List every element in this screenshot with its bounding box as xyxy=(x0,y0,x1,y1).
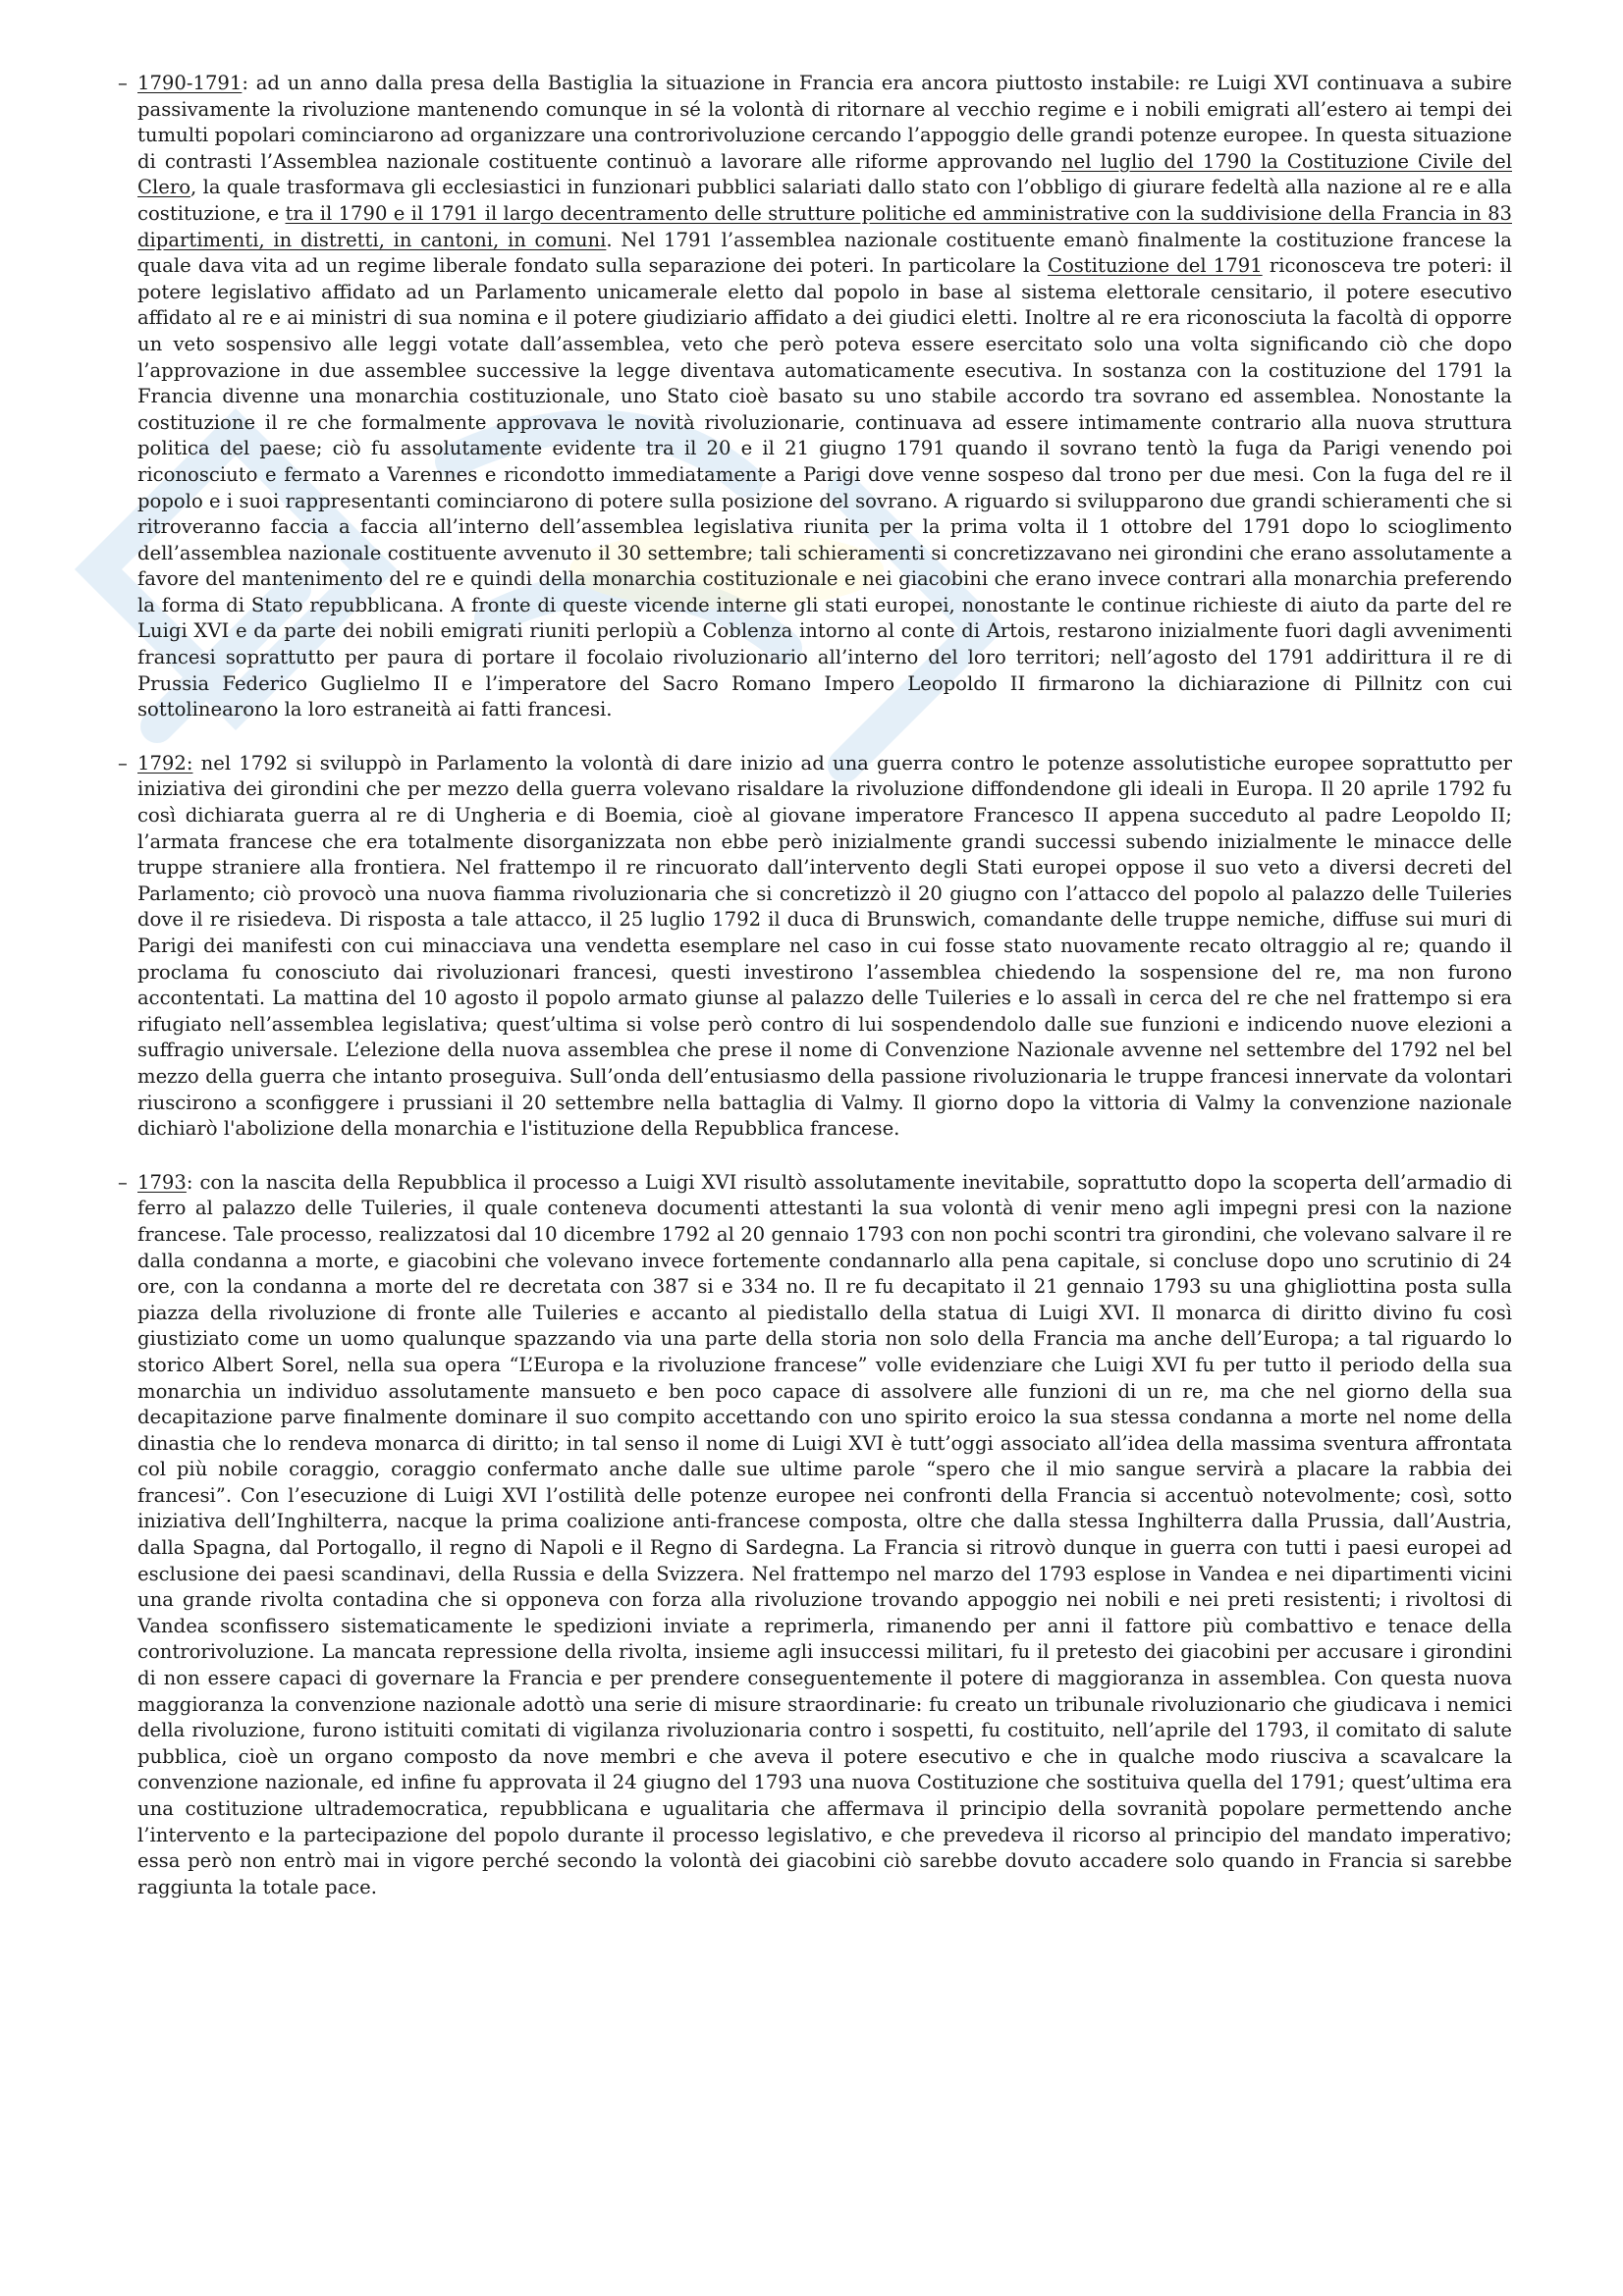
list-dash: – xyxy=(118,751,128,774)
paragraph-text: nel 1792 si sviluppò in Parlamento la volontà di dare inizio ad una guerra contro le potenze assolutistiche europee soprattutto per iniziativa dei girondini che per mezzo della guerra volevano risaldare la rivoluzione diffondendone gli ideali in Europa. Il 20 aprile 1792 fu così dichiarata guerra al re di Ungheria e di Boemia, cioè al giovane imperatore Francesco II appena succeduto al padre Leopoldo II; l’armata francese che era totalmente disorganizzata non ebbe però inizialmente grandi successi subendo inizialmente le minacce delle truppe straniere alla frontiera. Nel frattempo il re rincuorato dall’intervento degli Stati europei oppose il suo veto a diversi decreti del Parlamento; ciò provocò una nuova fiamma rivoluzionaria che si concretizzò il 20 giugno con l’attacco del popolo al palazzo delle Tuileries dove il re risiedeva. Di risposta a tale attacco, il 25 luglio 1792 il duca di Brunswich, comandante delle truppe nemiche, diffuse sui muri di Parigi dei manifesti con cui minacciava una vendetta esemplare nel caso in cui fosse stato nuovamente recato oltraggio al re; quando il proclama fu conosciuto dai rivoluzionari francesi, questi investirono l’assemblea chiedendo la sospensione del re, ma non furono accontentati. La mattina del 10 agosto il popolo armato giunse al palazzo delle Tuileries e lo assalì in cerca del re che nel frattempo si era rifugiato nell’assemblea legislativa; quest’ultima si volse però contro di lui sospendendolo dalle sue funzioni e indicendo nuove elezioni a suffragio universale. L’elezione della nuova assemblea che prese il nome di Convenzione Nazionale avvenne nel settembre del 1792 nel bel mezzo della guerra che intanto proseguiva. Sull’onda dell’entusiasmo della passione rivoluzionaria le truppe francesi innervate da volontari riuscirono a sconfiggere i prussiani il 20 settembre nella battaglia di Valmy. Il giorno dopo la vittoria di Valmy la convenzione nazionale dichiarò l'abolizione della monarchia e l'istituzione della Repubblica francese. xyxy=(137,751,1512,1141)
paragraph-text: riconosceva tre poteri: il potere legislativo affidato ad un Parlamento unicamerale eletto dal popolo in base al sistema elettorale censitario, il potere esecutivo affidato al re e ai ministri di sua nomina e il potere giudiziario affidato a dei giudici eletti. Inoltre al re era riconosciuta la facoltà di opporre un veto sospensivo alle leggi votate dall’assemblea, veto che però poteva essere esercitato solo una volta significando ciò che dopo l’approvazione in due assemblee successive la legge diventava automaticamente esecutiva. In sostanza con la costituzione del 1791 la Francia divenne una monarchia costituzionale, uno Stato cioè basato su uno stabile accordo tra sovrano ed assemblea. Nonostante la costituzione il re che formalmente approvava le novità rivoluzionarie, continuava ad essere intimamente contrario alla nuova struttura politica del paese; ciò fu assolutamente evidente tra il 20 e il 21 giugno 1791 quando il sovrano tentò la fuga da Parigi venendo poi riconosciuto e fermato a Varennes e ricondotto immediatamente a Parigi dove venne sospeso dal trono per due mesi. Con la fuga del re il popolo e i suoi rappresentanti cominciarono di potere sulla posizione del sovrano. A riguardo si svilupparono due grandi schieramenti che si ritroveranno faccia a faccia all’interno dell’assemblea legislativa riunita per la prima volta il 1 ottobre del 1791 dopo lo scioglimento dell’assemblea nazionale costituente avvenuto il 30 settembre; tali schieramenti si concretizzavano nei girondini che erano assolutamente a favore del mantenimento del re e quindi della monarchia costituzionale e nei giacobini che erano invece contrari alla monarchia preferendo la forma di Stato repubblicana. A fronte di queste vicende interne gli stati europei, nonostante le continue richieste di aiuto da parte del re Luigi XVI e da parte dei nobili emigrati riuniti perlopiù a Coblenza intorno al conte di Artois, restarono inizialmente fuori dagli avvenimenti francesi soprattutto per paura di portare il focolaio rivoluzionario all’interno del loro territori; nell’agosto del 1791 addirittura il re di Prussia Federico Guglielmo II e l’imperatore del Sacro Romano Impero Leopoldo II firmarono la dichiarazione di Pillnitz con cui sottolinearono la loro estraneità ai fatti francesi. xyxy=(137,254,1512,721)
entry-1792 xyxy=(118,751,1512,1143)
underlined-phrase: tra il 1790 e il 1791 il largo decentramento delle strutture politiche ed amministrative con la suddivisione della Francia in 83 dipartimenti, in distretti, in cantoni, in comuni xyxy=(137,201,1512,251)
paragraph-text: : con la nascita della Repubblica il processo a Luigi XVI risultò assolutamente inevitabile, soprattutto dopo la scoperta dell’armadio di ferro al palazzo delle Tuileries, il quale conteneva documenti attestanti la sua volontà di venir meno agli impegni presi con la nazione francese. Tale processo, realizzatosi dal 10 dicembre 1792 al 20 gennaio 1793 con non pochi scontri tra girondini, che volevano salvare il re dalla condanna a morte, e giacobini che volevano invece fortemente condannarlo alla pena capitale, si concluse dopo uno scrutinio di 24 ore, con la condanna a morte del re decretata con 387 si e 334 no. Il re fu decapitato il 21 gennaio 1793 su una ghigliottina posta sulla piazza della rivoluzione di fronte alle Tuileries e accanto al piedistallo della statua di Luigi XVI. Il monarca di diritto divino fu così giustiziato come un uomo qualunque spazzando via una parte della storia non solo della Francia ma anche dell’Europa; a tal riguardo lo storico Albert Sorel, nella sua opera “L’Europa e la rivoluzione francese” volle evidenziare che Luigi XVI fu per tutto il periodo della sua monarchia un individuo assolutamente mansueto e ben poco capace di assolvere alle funzioni di un re, ma che nel giorno della sua decapitazione parve finalmente dominare il suo compito accettando con uno spirito eroico la sua stessa condanna a morte nel nome della dinastia che lo rendeva monarca di diritto; in tal senso il nome di Luigi XVI è tutt’oggi associato all’idea della massima sventura affrontata col più nobile coraggio, coraggio confermato anche dalle sue ultime parole “spero che il mio sangue servirà a placare la rabbia dei francesi”. Con l’esecuzione di Luigi XVI l’ostilità delle potenze europee nei confronti della Francia si accentuò notevolmente; così, sotto iniziativa dell’Inghilterra, nacque la prima coalizione anti-francese composta, oltre che dalla stessa Inghilterra dalla Prussia, dall’Austria, dalla Spagna, dal Portogallo, il regno di Napoli e il Regno di Sardegna. La Francia si ritrovò dunque in guerra con tutti i paesi europei ad esclusione dei paesi scandinavi, della Russia e della Svizzera. Nel frattempo nel marzo del 1793 esplose in Vandea e nei dipartimenti vicini una grande rivolta contadina che si opponeva con forza alla rivoluzione trovando appoggio nei nobili e nei preti resistenti; i rivoltosi di Vandea sconfissero sistematicamente le spedizioni inviate a reprimerla, rimanendo per anni il fattore più combattivo e tenace della controrivoluzione. La mancata repressione della rivolta, insieme agli insuccessi militari, fu il pretesto dei giacobini per accusare i girondini di non essere capaci di governare la Francia e per prendere conseguentemente il potere di maggioranza in assemblea. Con questa nuova maggioranza la convenzione nazionale adottò una serie di misure straordinarie: fu creato un tribunale rivoluzionario che giudicava i nemici della rivoluzione, furono istituiti comitati di vigilanza rivoluzionaria contro i sospetti, fu costituito, nell’aprile del 1793, il comitato di salute pubblica, cioè un organo composto da nove membri e che aveva il potere esecutivo e che in qualche modo riusciva a scavalcare la convenzione nazionale, ed infine fu approvata il 24 giugno del 1793 una nuova Costituzione che sostituiva quella del 1791; quest’ultima era una costituzione ultrademocratica, repubblicana e ugualitaria che affermava il principio della sovranità popolare permettendo anche l’intervento e la partecipazione del popolo durante il processo legislativo, e che prevedeva il ricorso al principio del mandato imperativo; essa però non entrò mai in vigore perché secondo la volontà dei giacobini ciò sarebbe dovuto accadere solo quando in Francia si sarebbe raggiunta la totale pace. xyxy=(137,1170,1512,1898)
paragraph-text: . Nel 1791 l’assemblea nazionale costituente emanò finalmente la costituzione francese la quale dava vita ad un regime liberale fondato sulla separazione dei poteri. In particolare la xyxy=(137,228,1512,278)
underlined-phrase: Costituzione del 1791 xyxy=(1047,254,1263,278)
paragraph-text: : ad un anno dalla presa della Bastiglia la situazione in Francia era ancora piuttosto instabile: re Luigi XVI continuava a subire passivamente la rivoluzione mantenendo comunque in sé la volontà di ritornare al vecchio regime e i nobili emigrati all’estero ai tempi dei tumulti popolari cominciarono ad organizzare una controrivoluzione cercando l’appoggio delle grandi potenze europee. In questa situazione di contrasti l’Assemblea nazionale costituente continuò a lavorare alle riforme approvando xyxy=(137,72,1512,173)
document-page xyxy=(118,71,1512,1900)
underlined-phrase: nel luglio del 1790 la Costituzione Civile del Clero xyxy=(137,149,1512,199)
underlined-phrase: 1792: xyxy=(137,751,193,774)
list-dash: – xyxy=(118,72,128,94)
paragraph-text: , la quale trasformava gli ecclesiastici in funzionari pubblici salariati dallo stato con l’obbligo di giurare fedeltà alla nazione al re e alla costituzione, e xyxy=(137,176,1512,225)
underlined-phrase: 1790-1791 xyxy=(137,72,243,94)
entry-1790-1791 xyxy=(118,71,1512,723)
underlined-phrase: 1793 xyxy=(137,1170,187,1194)
entry-1793 xyxy=(118,1170,1512,1901)
list-dash: – xyxy=(118,1170,128,1194)
